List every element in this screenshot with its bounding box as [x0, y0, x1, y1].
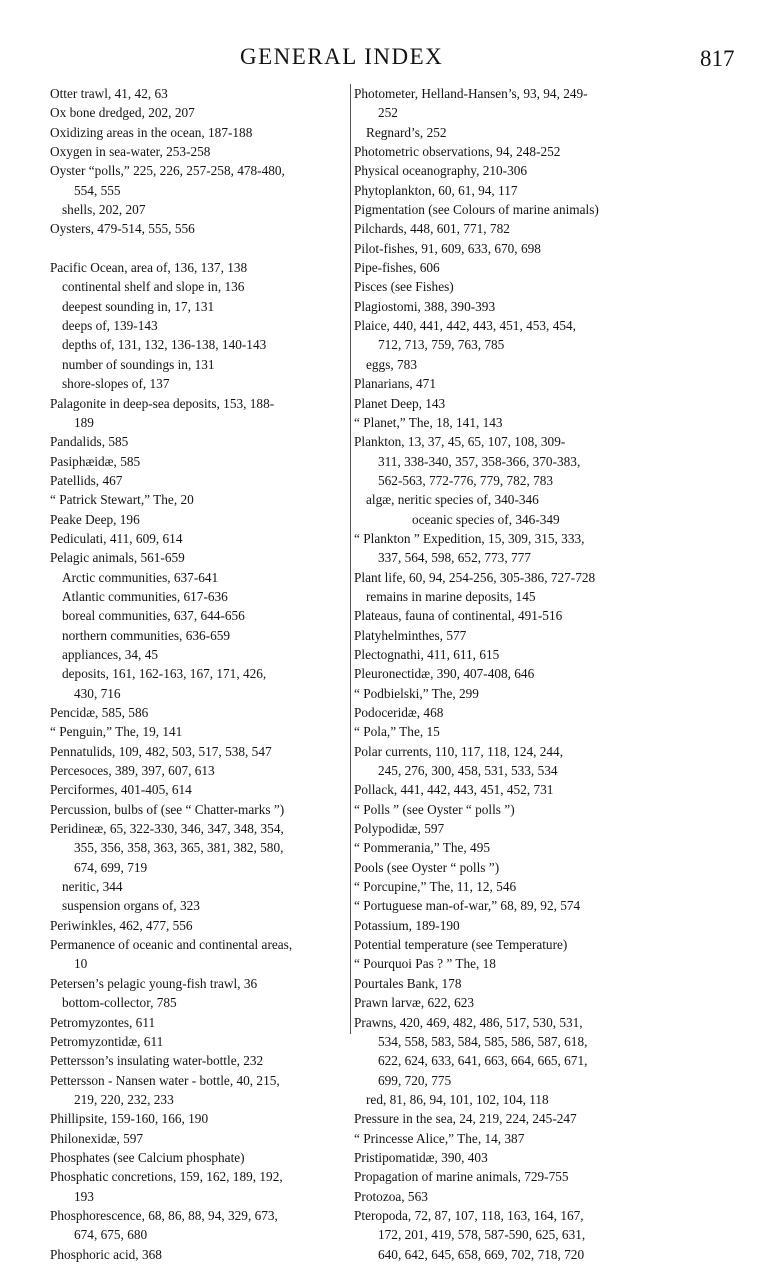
- index-entry: Phillipsite, 159-160, 166, 190: [50, 1111, 209, 1127]
- index-entry: “ Pommerania,” The, 495: [354, 840, 491, 856]
- index-subentry: remains in marine deposits, 145: [366, 588, 536, 604]
- entry-gap: [50, 239, 348, 258]
- index-subentry: shells, 202, 207: [62, 202, 146, 218]
- index-subentry: 674, 675, 680: [74, 1227, 148, 1243]
- index-entry: “ Penguin,” The, 19, 141: [50, 724, 183, 740]
- index-subentry: boreal communities, 637, 644-656: [62, 608, 245, 624]
- index-entry: Prawns, 420, 469, 482, 486, 517, 530, 531,: [354, 1014, 583, 1030]
- index-entry: Plant life, 60, 94, 254-256, 305-386, 727-728: [354, 569, 596, 585]
- index-entry: “ Princesse Alice,” The, 14, 387: [354, 1130, 525, 1146]
- index-entry: Plankton, 13, 37, 45, 65, 107, 108, 309-: [354, 434, 566, 450]
- index-entry: Polar currents, 110, 117, 118, 124, 244,: [354, 743, 564, 759]
- index-entry: Pencidæ, 585, 586: [50, 705, 149, 720]
- index-entry: Petromyzontidæ, 611: [50, 1033, 164, 1049]
- index-entry: Oxygen in sea-water, 253-258: [50, 144, 211, 160]
- index-subentry: eggs, 783: [366, 356, 417, 372]
- index-entry: “ Planet,” The, 18, 141, 143: [354, 414, 503, 430]
- index-entry: Petromyzontes, 611: [50, 1014, 156, 1030]
- index-entry: “ Pola,” The, 15: [354, 724, 440, 740]
- index-subentry: oceanic species of, 346-349: [412, 511, 560, 527]
- index-entry: Pennatulids, 109, 482, 503, 517, 538, 547: [50, 743, 272, 759]
- index-entry: Polypodidæ, 597: [354, 821, 445, 837]
- index-subentry: continental shelf and slope in, 136: [62, 279, 245, 295]
- index-entry: Pourtales Bank, 178: [354, 975, 462, 991]
- index-subentry: 430, 716: [74, 685, 121, 701]
- index-subentry: deposits, 161, 162-163, 167, 171, 426,: [62, 666, 267, 682]
- index-subentry: 311, 338-340, 357, 358-366, 370-383,: [378, 453, 581, 469]
- index-entry: Perciformes, 401-405, 614: [50, 782, 192, 798]
- index-entry: Pasiphæidæ, 585: [50, 453, 141, 469]
- index-entry: Periwinkles, 462, 477, 556: [50, 917, 193, 933]
- index-column-right: [354, 84, 650, 1264]
- index-entry: Percussion, bulbs of (see “ Chatter-marks ”): [50, 801, 285, 817]
- index-subentry: northern communities, 636-659: [62, 627, 231, 643]
- index-subentry: suspension organs of, 323: [62, 898, 200, 914]
- index-entry: Pisces (see Fishes): [354, 279, 454, 295]
- index-entry: Pilot-fishes, 91, 609, 633, 670, 698: [354, 240, 541, 256]
- index-entry: Pristipomatidæ, 390, 403: [354, 1149, 488, 1165]
- index-subentry: 699, 720, 775: [378, 1072, 452, 1088]
- index-subentry: number of soundings in, 131: [62, 356, 215, 372]
- index-entry: Planet Deep, 143: [354, 395, 446, 411]
- index-subentry: Atlantic communities, 617-636: [62, 588, 228, 604]
- index-subentry: deeps of, 139-143: [62, 318, 158, 334]
- index-entry: Pacific Ocean, area of, 136, 137, 138: [50, 260, 248, 276]
- index-entry: Pteropoda, 72, 87, 107, 118, 163, 164, 167,: [354, 1207, 584, 1223]
- index-entry: Ox bone dredged, 202, 207: [50, 105, 195, 121]
- index-subentry: 219, 220, 232, 233: [74, 1091, 174, 1107]
- index-subentry: neritic, 344: [62, 879, 123, 895]
- index-entry: “ Porcupine,” The, 11, 12, 546: [354, 879, 517, 895]
- index-entry: Pools (see Oyster “ polls ”): [354, 859, 500, 875]
- index-entry: Oyster “polls,” 225, 226, 257-258, 478-480,: [50, 163, 285, 179]
- index-subentry: red, 81, 86, 94, 101, 102, 104, 118: [366, 1091, 549, 1107]
- index-entry: Photometer, Helland-Hansen’s, 93, 94, 249-: [354, 86, 588, 101]
- index-subentry: 622, 624, 633, 641, 663, 664, 665, 671,: [378, 1053, 588, 1069]
- index-entry: Propagation of marine animals, 729-755: [354, 1169, 569, 1185]
- index-subentry: 562-563, 772-776, 779, 782, 783: [378, 472, 554, 488]
- index-entry: Phosphoric acid, 368: [50, 1246, 162, 1262]
- index-subentry: 674, 699, 719: [74, 859, 148, 875]
- index-entry: Pollack, 441, 442, 443, 451, 452, 731: [354, 782, 554, 798]
- index-entry: Permanence of oceanic and continental areas,: [50, 937, 293, 953]
- index-entry: Otter trawl, 41, 42, 63: [50, 86, 168, 101]
- index-subentry: 554, 555: [74, 182, 121, 198]
- index-subentry: appliances, 34, 45: [62, 646, 159, 662]
- index-column-left: [50, 84, 348, 1264]
- index-subentry: bottom-collector, 785: [62, 995, 177, 1011]
- index-subentry: shore-slopes of, 137: [62, 376, 170, 392]
- index-entry: Potential temperature (see Temperature): [354, 937, 568, 953]
- index-entry: Planarians, 471: [354, 376, 436, 392]
- index-subentry: 245, 276, 300, 458, 531, 533, 534: [378, 763, 558, 779]
- index-subentry: 640, 642, 645, 658, 669, 702, 718, 720: [378, 1246, 585, 1262]
- index-entry: Patellids, 467: [50, 472, 123, 488]
- index-entry: Prawn larvæ, 622, 623: [354, 995, 475, 1011]
- index-entry: “ Portuguese man-of-war,” 68, 89, 92, 574: [354, 898, 581, 914]
- index-entry: Phytoplankton, 60, 61, 94, 117: [354, 182, 518, 198]
- index-entry: Phosphates (see Calcium phosphate): [50, 1149, 245, 1165]
- index-subentry: 10: [74, 956, 88, 972]
- column-divider: [350, 84, 351, 1034]
- index-subentry: depths of, 131, 132, 136-138, 140-143: [62, 337, 267, 353]
- index-entry: Plateaus, fauna of continental, 491-516: [354, 608, 563, 624]
- index-entry: Percesoces, 389, 397, 607, 613: [50, 763, 215, 779]
- index-entry: Pettersson’s insulating water-bottle, 232: [50, 1053, 264, 1069]
- index-entry: Protozoa, 563: [354, 1188, 428, 1204]
- index-subentry: Arctic communities, 637-641: [62, 569, 219, 585]
- index-entry: Pilchards, 448, 601, 771, 782: [354, 221, 510, 237]
- index-entry: Peridineæ, 65, 322-330, 346, 347, 348, 354,: [50, 821, 284, 837]
- index-subentry: 172, 201, 419, 578, 587-590, 625, 631,: [378, 1227, 586, 1243]
- index-entry: Plaice, 440, 441, 442, 443, 451, 453, 454,: [354, 318, 576, 334]
- index-entry: Oxidizing areas in the ocean, 187-188: [50, 124, 253, 140]
- index-entry: Pipe-fishes, 606: [354, 260, 440, 276]
- index-entry: Pelagic animals, 561-659: [50, 550, 185, 566]
- index-entry: Pigmentation (see Colours of marine animals): [354, 202, 599, 218]
- index-entry: Palagonite in deep-sea deposits, 153, 188-: [50, 395, 275, 411]
- index-entry: Pleuronectidæ, 390, 407-408, 646: [354, 666, 535, 682]
- index-entry: “ Polls ” (see Oyster “ polls ”): [354, 801, 515, 817]
- index-entry: Philonexidæ, 597: [50, 1130, 144, 1146]
- index-subentry: 252: [378, 105, 398, 121]
- index-entry: Phosphorescence, 68, 86, 88, 94, 329, 673,: [50, 1207, 278, 1223]
- index-entry: Pediculati, 411, 609, 614: [50, 530, 183, 546]
- index-entry: Pandalids, 585: [50, 434, 129, 450]
- index-subentry: 712, 713, 759, 763, 785: [378, 337, 505, 353]
- index-subentry: 337, 564, 598, 652, 773, 777: [378, 550, 531, 566]
- index-entry: Phosphatic concretions, 159, 162, 189, 192,: [50, 1169, 283, 1185]
- index-subentry: 189: [74, 414, 94, 430]
- index-subentry: Regnard’s, 252: [366, 124, 447, 140]
- running-title: GENERAL INDEX: [240, 44, 444, 69]
- index-subentry: algæ, neritic species of, 340-346: [366, 492, 539, 508]
- index-entry: “ Podbielski,” The, 299: [354, 685, 479, 701]
- index-entry: “ Patrick Stewart,” The, 20: [50, 492, 194, 508]
- index-subentry: deepest sounding in, 17, 131: [62, 298, 215, 314]
- index-subentry: 193: [74, 1188, 94, 1204]
- index-entry: “ Pourquoi Pas ? ” The, 18: [354, 956, 496, 972]
- index-entry: Podoceridæ, 468: [354, 705, 444, 720]
- index-entry: Plagiostomi, 388, 390-393: [354, 298, 496, 314]
- index-entry: Oysters, 479-514, 555, 556: [50, 221, 195, 237]
- index-entry: Peake Deep, 196: [50, 511, 140, 527]
- index-entry: “ Plankton ” Expedition, 15, 309, 315, 333,: [354, 530, 585, 546]
- index-entry: Physical oceanography, 210-306: [354, 163, 528, 179]
- index-entry: Pressure in the sea, 24, 219, 224, 245-247: [354, 1111, 577, 1127]
- index-entry: Pettersson - Nansen water - bottle, 40, 215,: [50, 1072, 280, 1088]
- index-entry: Petersen’s pelagic young-fish trawl, 36: [50, 975, 258, 991]
- index-entry: Platyhelminthes, 577: [354, 627, 467, 643]
- index-entry: Plectognathi, 411, 611, 615: [354, 646, 500, 662]
- index-subentry: 534, 558, 583, 584, 585, 586, 587, 618,: [378, 1033, 588, 1049]
- index-entry: Potassium, 189-190: [354, 917, 460, 933]
- index-subentry: 355, 356, 358, 363, 365, 381, 382, 580,: [74, 840, 284, 856]
- index-entry: Photometric observations, 94, 248-252: [354, 144, 561, 160]
- page-number: 817: [700, 46, 735, 71]
